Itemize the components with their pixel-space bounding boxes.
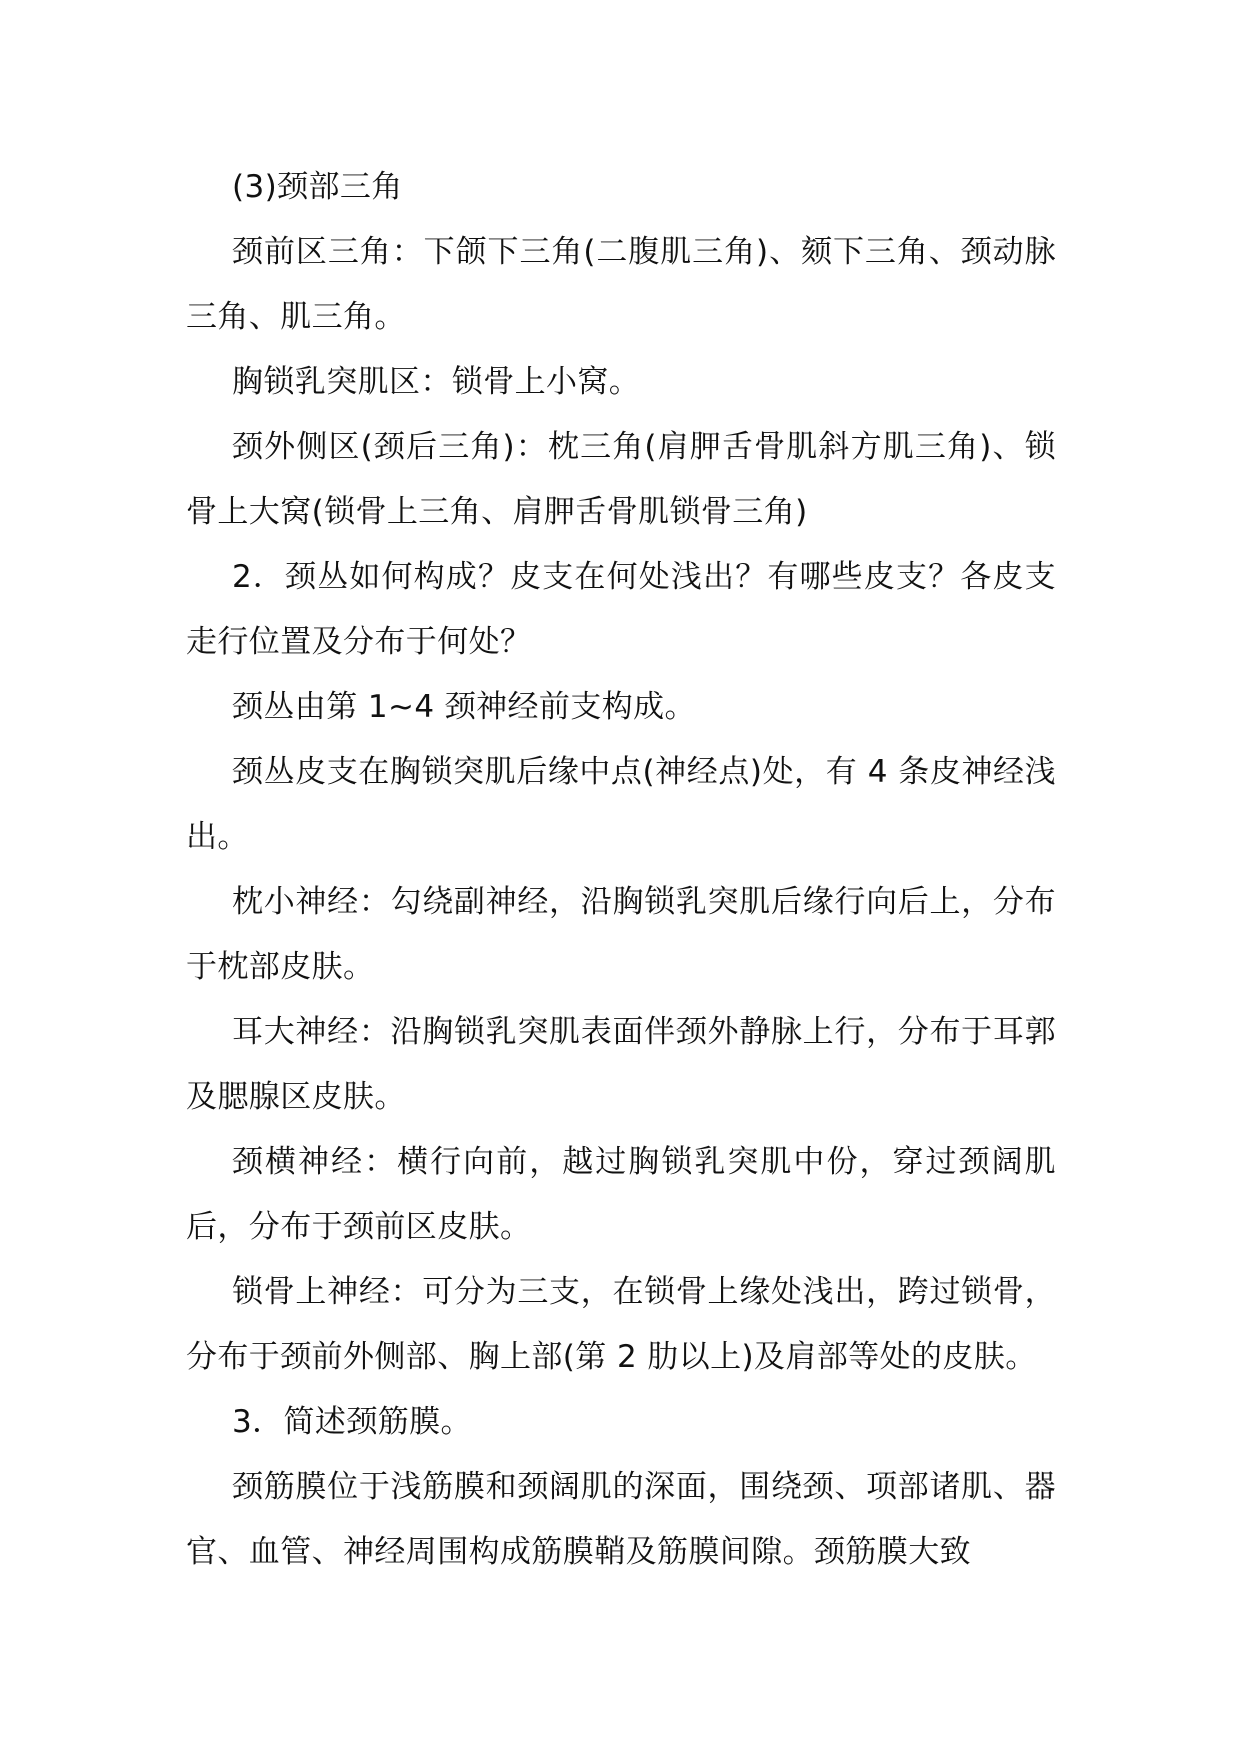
heading-neck-triangles: (3)颈部三角 (232, 169, 403, 205)
paragraph-supraclavicular-nerves: 锁骨上神经：可分为三支，在锁骨上缘处浅出，跨过锁骨，分布于颈前外侧部、胸上部(第 2 肋以上)及肩部等处的皮肤。 (186, 1274, 1056, 1375)
paragraph-scm-region: 胸锁乳突肌区：锁骨上小窝。 (232, 364, 641, 400)
question-cervical-fascia: 3．简述颈筋膜。 (232, 1404, 472, 1440)
document-page (186, 155, 1056, 1585)
paragraph-transverse-cervical-nerve: 颈横神经：横行向前，越过胸锁乳突肌中份，穿过颈阔肌后，分布于颈前区皮肤。 (186, 1144, 1056, 1245)
paragraph-plexus-composition: 颈丛由第 1~4 颈神经前支构成。 (232, 689, 696, 725)
question-cervical-plexus: 2．颈丛如何构成？皮支在何处浅出？有哪些皮支？各皮支走行位置及分布于何处？ (186, 559, 1056, 660)
paragraph-lesser-occipital-nerve: 枕小神经：勾绕副神经，沿胸锁乳突肌后缘行向后上，分布于枕部皮肤。 (186, 884, 1056, 985)
paragraph-anterior-triangles: 颈前区三角：下颌下三角(二腹肌三角)、颏下三角、颈动脉三角、肌三角。 (186, 234, 1056, 335)
paragraph-cutaneous-branches: 颈丛皮支在胸锁突肌后缘中点(神经点)处，有 4 条皮神经浅出。 (186, 754, 1056, 855)
paragraph-lateral-region: 颈外侧区(颈后三角)：枕三角(肩胛舌骨肌斜方肌三角)、锁骨上大窝(锁骨上三角、肩胛舌骨肌锁骨三角) (186, 429, 1056, 530)
paragraph-great-auricular-nerve: 耳大神经：沿胸锁乳突肌表面伴颈外静脉上行，分布于耳郭及腮腺区皮肤。 (186, 1014, 1056, 1115)
paragraph-cervical-fascia: 颈筋膜位于浅筋膜和颈阔肌的深面，围绕颈、项部诸肌、器官、血管、神经周围构成筋膜鞘及筋膜间隙。颈筋膜大致 (186, 1469, 1056, 1570)
